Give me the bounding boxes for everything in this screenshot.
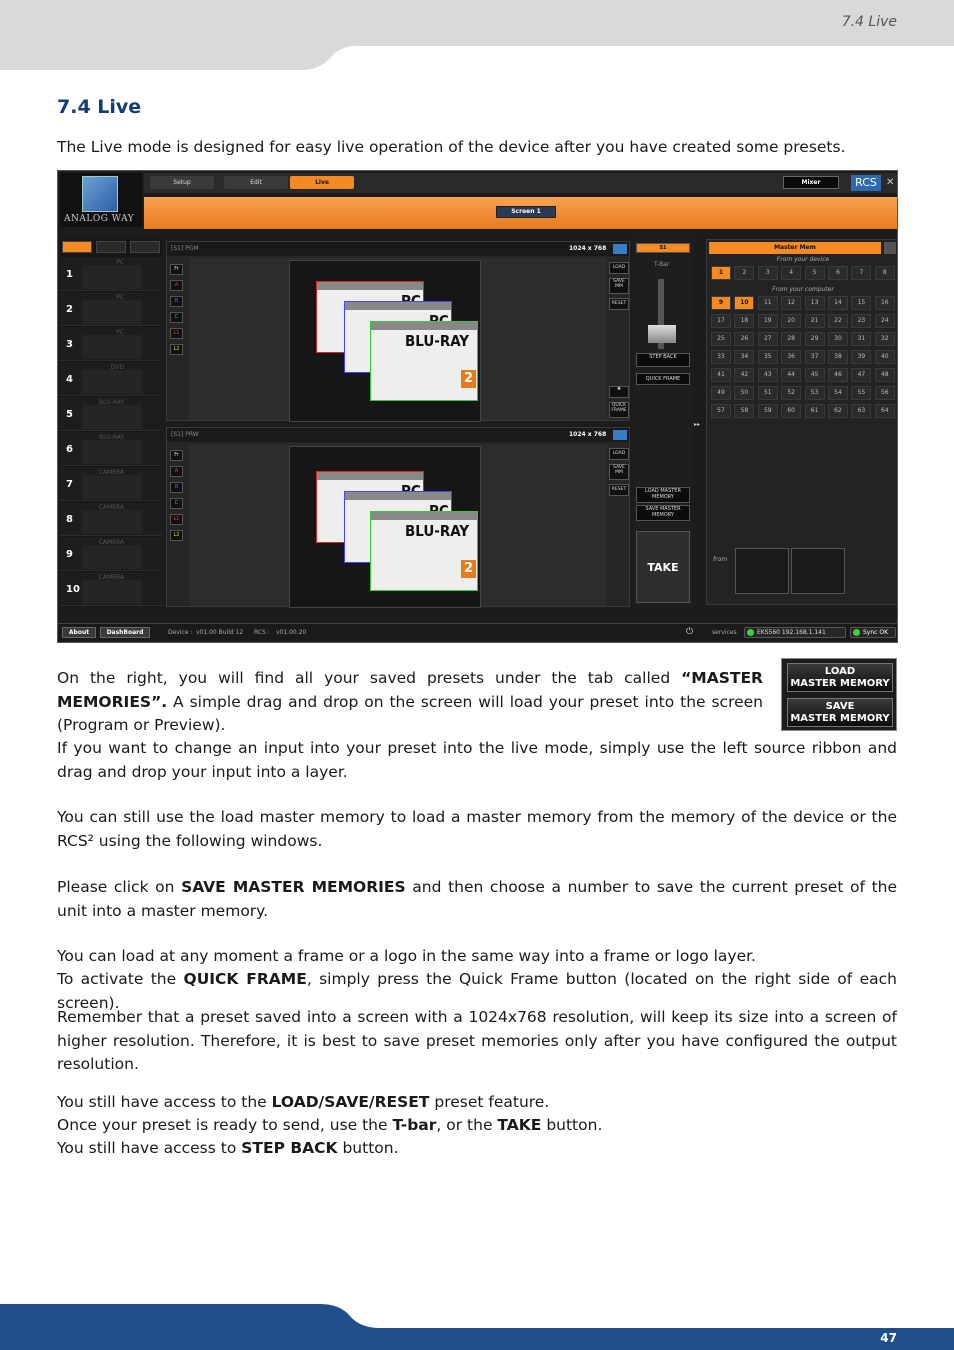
preset-thumbnail[interactable] <box>735 548 789 594</box>
source-item[interactable] <box>60 257 162 291</box>
layer-c-card[interactable] <box>370 321 478 401</box>
master-memory-cell[interactable]: 47 <box>851 368 871 382</box>
master-memory-buttons-image <box>781 658 897 731</box>
logo-mark-icon <box>82 176 118 212</box>
master-memory-cell[interactable]: 39 <box>851 350 871 364</box>
source-name: PC <box>116 294 124 301</box>
source-name: PC <box>116 259 124 266</box>
master-memory-cell[interactable]: 8 <box>875 266 895 280</box>
master-memory-cell[interactable]: 35 <box>758 350 778 364</box>
layer-frame-button[interactable]: Fr <box>170 450 183 461</box>
master-memory-cell[interactable]: 60 <box>781 404 801 418</box>
layer-c-card[interactable] <box>370 511 478 591</box>
page-header-band <box>0 0 954 70</box>
tbar-label: T-Bar <box>654 261 670 268</box>
program-resolution: 1024 x 768 <box>569 245 607 252</box>
master-memory-cell[interactable]: 26 <box>734 332 754 346</box>
source-item[interactable] <box>60 327 162 361</box>
master-memory-cell[interactable]: 28 <box>781 332 801 346</box>
program-label: [S1] PGM <box>171 245 199 252</box>
program-camera-icon[interactable] <box>613 244 627 254</box>
program-canvas[interactable] <box>189 258 607 420</box>
master-memory-cell[interactable]: 21 <box>805 314 825 328</box>
master-memory-cell[interactable]: 62 <box>828 404 848 418</box>
device-connection-pill <box>744 627 846 638</box>
source-thumbnail <box>82 545 142 569</box>
master-memory-cell[interactable]: 50 <box>734 386 754 400</box>
preview-resolution: 1024 x 768 <box>569 431 607 438</box>
master-memory-cell[interactable]: 36 <box>781 350 801 364</box>
source-thumbnail <box>82 475 142 499</box>
layer-c-button[interactable]: C <box>170 312 183 323</box>
master-memory-title: Master Mem <box>709 242 881 254</box>
master-memory-cell[interactable]: 63 <box>851 404 871 418</box>
source-item[interactable] <box>60 502 162 536</box>
source-item[interactable] <box>60 537 162 571</box>
master-memory-cell[interactable]: 43 <box>758 368 778 382</box>
master-memory-cell[interactable]: 7 <box>851 266 871 280</box>
from-device-caption: From your device <box>776 256 830 263</box>
paragraph-tbar-take: Once your preset is ready to send, use the T-bar, or the TAKE button. <box>57 1116 603 1134</box>
master-memory-cell[interactable]: 54 <box>828 386 848 400</box>
source-item[interactable] <box>60 467 162 501</box>
master-memory-cell[interactable]: 40 <box>875 350 895 364</box>
preset-thumbnail[interactable] <box>791 548 845 594</box>
master-memory-cell[interactable]: 61 <box>805 404 825 418</box>
section-title: 7.4 Live <box>57 96 142 118</box>
layer-l1-button[interactable]: L1 <box>170 514 183 525</box>
source-number: 10 <box>66 584 80 595</box>
source-name: CAMERA <box>98 469 124 476</box>
layer-a-button[interactable]: A <box>170 280 183 291</box>
paragraph-master-memories: On the right, you will find all your saved presets under the tab called “MASTER MEMORIES”. A simple drag and drop on the screen will load your preset into the screen (Program or Preview). <box>57 669 763 734</box>
master-memory-cell[interactable]: 14 <box>828 296 848 310</box>
master-memory-cell[interactable]: 17 <box>711 314 731 328</box>
layer-c-text: BLU-RAY <box>405 332 470 350</box>
source-item[interactable] <box>60 432 162 466</box>
master-memory-cell[interactable]: 19 <box>758 314 778 328</box>
source-number: 1 <box>66 269 73 280</box>
source-thumbnail <box>82 335 142 359</box>
source-ribbon <box>60 239 162 607</box>
source-number: 6 <box>66 444 73 455</box>
master-memory-cell[interactable]: 33 <box>711 350 731 364</box>
analog-way-logo <box>60 173 142 227</box>
source-number: 4 <box>66 374 73 385</box>
master-memory-cell[interactable]: 18 <box>734 314 754 328</box>
preview-panel <box>166 427 630 607</box>
master-memory-cell[interactable]: 13 <box>805 296 825 310</box>
source-thumbnail <box>82 440 142 464</box>
transition-column <box>634 239 692 607</box>
master-memory-cell[interactable]: 12 <box>781 296 801 310</box>
paragraph-resolution: Remember that a preset saved into a screen with a 1024x768 resolution, will keep its size into a screen of higher resolution. Therefore, it is best to save preset memories only after you have configured the output resolution. <box>57 1008 897 1073</box>
source-item[interactable] <box>60 292 162 326</box>
sync-ok-icon <box>853 629 860 636</box>
save-master-memory-button[interactable]: SAVE MASTER MEMORY <box>636 505 690 521</box>
screen-selector-bar <box>144 197 898 229</box>
master-memory-cell[interactable]: 52 <box>781 386 801 400</box>
source-thumbnail <box>82 580 142 604</box>
program-quick-frame-button[interactable]: QUICK FRAME <box>609 402 629 418</box>
paragraph-change-input: If you want to change an input into your preset into the live mode, simply use the left source ribbon and drag and drop your input into a layer. <box>57 739 897 781</box>
master-memory-cell[interactable]: 10 <box>734 296 754 310</box>
master-memory-cell[interactable]: 16 <box>875 296 895 310</box>
source-number: 5 <box>66 409 73 420</box>
about-button[interactable]: About <box>62 627 96 638</box>
load-master-memory-image-button <box>787 663 893 692</box>
paragraph-quick-frame: To activate the QUICK FRAME, simply press the Quick Frame button (located on the right side of each screen). <box>57 970 897 1012</box>
preview-monitor <box>289 446 481 608</box>
preview-load-button[interactable]: LOAD <box>609 448 629 460</box>
master-memory-cell[interactable]: 30 <box>828 332 848 346</box>
paragraph-save-master-memories: Please click on SAVE MASTER MEMORIES and then choose a number to save the current preset of the unit into a master memory. <box>57 878 898 920</box>
load-label: LOAD <box>824 666 856 677</box>
source-tab-inputs-icon[interactable] <box>62 241 92 253</box>
preview-header <box>167 428 629 442</box>
preview-reset-button[interactable]: RESET <box>609 484 629 496</box>
master-memory-cell[interactable]: 29 <box>805 332 825 346</box>
source-number: 3 <box>66 339 73 350</box>
layer-l2-button[interactable]: L2 <box>170 344 183 355</box>
save-master-memory-image-button <box>787 698 893 727</box>
master-memory-cell[interactable]: 46 <box>828 368 848 382</box>
source-thumbnail <box>82 265 142 289</box>
master-memory-cell[interactable]: 53 <box>805 386 825 400</box>
source-thumbnail <box>82 405 142 429</box>
intro-paragraph: The Live mode is designed for easy live operation of the device after you have created some presets. <box>57 138 846 156</box>
master-memory-cell[interactable]: 45 <box>805 368 825 382</box>
source-item[interactable] <box>60 397 162 431</box>
master-memory-cell[interactable]: 59 <box>758 404 778 418</box>
master-memory-cell[interactable]: 22 <box>828 314 848 328</box>
device-model: EKS560 <box>757 629 780 636</box>
source-name: BLU-RAY <box>99 399 124 406</box>
master-memory-cell[interactable]: 51 <box>758 386 778 400</box>
fullscreen-icon[interactable]: ✕ <box>886 177 895 188</box>
from-label: from <box>713 556 728 563</box>
connection-ok-icon <box>747 629 754 636</box>
page-footer-band <box>0 1304 954 1350</box>
layer-b-button[interactable]: B <box>170 296 183 307</box>
source-number: 8 <box>66 514 73 525</box>
preview-camera-icon[interactable] <box>613 430 627 440</box>
layer-a-button[interactable]: A <box>170 466 183 477</box>
paragraph-step-back: You still have access to STEP BACK button. <box>57 1139 399 1157</box>
tab-setup[interactable]: Setup <box>150 176 214 189</box>
source-number: 9 <box>66 549 73 560</box>
master-memory-cell[interactable]: 57 <box>711 404 731 418</box>
master-memory-cell[interactable]: 49 <box>711 386 731 400</box>
load-master-memory-button[interactable]: LOAD MASTER MEMORY <box>636 487 690 503</box>
master-memory-cell[interactable]: 25 <box>711 332 731 346</box>
master-memory-cell[interactable]: 27 <box>758 332 778 346</box>
source-thumbnail <box>82 370 142 394</box>
quick-frame-button[interactable]: QUICK FRAME <box>636 373 690 385</box>
rcs-version: v01.00.20 <box>276 629 307 636</box>
source-name: BLU-RAY <box>99 434 124 441</box>
master-memory-cell[interactable]: 15 <box>851 296 871 310</box>
master-memory-cell[interactable]: 9 <box>711 296 731 310</box>
power-icon[interactable]: ⏻ <box>686 627 694 637</box>
source-number: 2 <box>66 304 73 315</box>
master-memory-menu-icon[interactable] <box>884 242 896 254</box>
source-item[interactable] <box>60 572 162 606</box>
master-memory-cell[interactable]: 44 <box>781 368 801 382</box>
preview-label: [S1] PRW <box>171 431 199 438</box>
take-button[interactable]: TAKE <box>636 531 690 603</box>
source-number: 7 <box>66 479 73 490</box>
expand-arrows-icon[interactable]: ▸▸ <box>694 421 701 428</box>
status-bar <box>58 623 898 641</box>
preview-save-button[interactable]: SAVE MM <box>609 464 629 480</box>
layer-l2-button[interactable]: L2 <box>170 530 183 541</box>
master-memory-cell[interactable]: 4 <box>781 266 801 280</box>
layer-frame-button[interactable]: Fr <box>170 264 183 275</box>
master-memory-cell[interactable]: 20 <box>781 314 801 328</box>
source-tab-frames-icon[interactable] <box>96 241 126 253</box>
layer-l1-button[interactable]: L1 <box>170 328 183 339</box>
dashboard-button[interactable]: DashBoard <box>100 627 150 638</box>
source-name: CAMERA <box>98 574 124 581</box>
source-name: CAMERA <box>98 539 124 546</box>
layer-c-text: BLU-RAY <box>405 522 470 540</box>
rcs-label: RCS : <box>254 629 270 636</box>
program-panel <box>166 241 630 421</box>
rcs-logo: RCS <box>851 175 881 191</box>
master-memory-cell[interactable]: 32 <box>875 332 895 346</box>
screen-s1-badge: S1 <box>636 243 690 253</box>
layer-b-button[interactable]: B <box>170 482 183 493</box>
master-memory-cell[interactable]: 2 <box>734 266 754 280</box>
master-memory-cell[interactable]: 38 <box>828 350 848 364</box>
master-memory-cell[interactable]: 1 <box>711 266 731 280</box>
load-sub-label: MASTER MEMORY <box>790 678 890 689</box>
master-memory-cell[interactable]: 42 <box>734 368 754 382</box>
header-section-label: 7.4 Live <box>841 14 897 30</box>
master-memory-cell[interactable]: 3 <box>758 266 778 280</box>
master-memory-cell[interactable]: 5 <box>805 266 825 280</box>
program-settings-icon[interactable]: ✱ <box>609 386 629 398</box>
source-name: PC <box>116 329 124 336</box>
master-memory-cell[interactable]: 6 <box>828 266 848 280</box>
paragraph-load-master-memory: You can still use the load master memory to load a master memory from the memory of the device or the RCS² using the following windows. <box>57 808 897 850</box>
tab-edit[interactable]: Edit <box>224 176 288 189</box>
master-memory-cell[interactable]: 24 <box>875 314 895 328</box>
master-memory-cell[interactable]: 41 <box>711 368 731 382</box>
live-mode-screenshot <box>57 170 898 643</box>
top-tab-bar <box>144 173 898 193</box>
program-reset-button[interactable]: RESET <box>609 298 629 310</box>
logo-text: ANALOG WAY <box>64 214 135 224</box>
program-monitor <box>289 260 481 422</box>
master-memory-cell[interactable]: 55 <box>851 386 871 400</box>
program-save-button[interactable]: SAVE MM <box>609 278 629 294</box>
master-memory-panel <box>706 239 898 605</box>
program-load-button[interactable]: LOAD <box>609 262 629 274</box>
layer-c-badge: 2 <box>461 560 476 578</box>
device-label: Device : <box>168 629 193 636</box>
layer-c-button[interactable]: C <box>170 498 183 509</box>
tab-live[interactable]: Live <box>290 176 354 189</box>
layer-c-badge: 2 <box>461 370 476 388</box>
source-tab-logos-icon[interactable] <box>130 241 160 253</box>
source-name: DVD <box>110 364 124 371</box>
save-sub-label: MASTER MEMORY <box>790 713 890 724</box>
master-memory-cell[interactable]: 56 <box>875 386 895 400</box>
master-memory-cell[interactable]: 48 <box>875 368 895 382</box>
screen-1-button[interactable]: Screen 1 <box>496 206 556 218</box>
tbar-handle[interactable] <box>648 325 676 343</box>
source-thumbnail <box>82 510 142 534</box>
program-header <box>167 242 629 256</box>
services-label: services <box>712 629 737 636</box>
paragraph-frame-logo: You can load at any moment a frame or a logo in the same way into a frame or logo layer. <box>57 947 756 965</box>
source-name: CAMERA <box>98 504 124 511</box>
mixer-button[interactable]: Mixer <box>783 176 839 189</box>
source-thumbnail <box>82 300 142 324</box>
from-computer-caption: From your computer <box>772 286 834 293</box>
master-memory-cell[interactable]: 58 <box>734 404 754 418</box>
page-number: 47 <box>880 1331 897 1345</box>
master-memory-cell[interactable]: 37 <box>805 350 825 364</box>
step-back-button[interactable]: STEP BACK <box>636 353 690 367</box>
sync-pill: Sync OK <box>850 627 896 638</box>
device-version: v01.00 Build 12 <box>196 629 244 636</box>
master-memory-cell[interactable]: 31 <box>851 332 871 346</box>
master-memory-cell[interactable]: 64 <box>875 404 895 418</box>
device-ip: 192.168.1.141 <box>781 629 826 636</box>
master-memory-cell[interactable]: 11 <box>758 296 778 310</box>
preview-canvas[interactable] <box>189 444 607 606</box>
save-label: SAVE <box>825 701 855 712</box>
paragraph-load-save-reset: You still have access to the LOAD/SAVE/RESET preset feature. <box>57 1093 550 1111</box>
master-memory-cell[interactable]: 23 <box>851 314 871 328</box>
master-memory-cell[interactable]: 34 <box>734 350 754 364</box>
source-item[interactable] <box>60 362 162 396</box>
